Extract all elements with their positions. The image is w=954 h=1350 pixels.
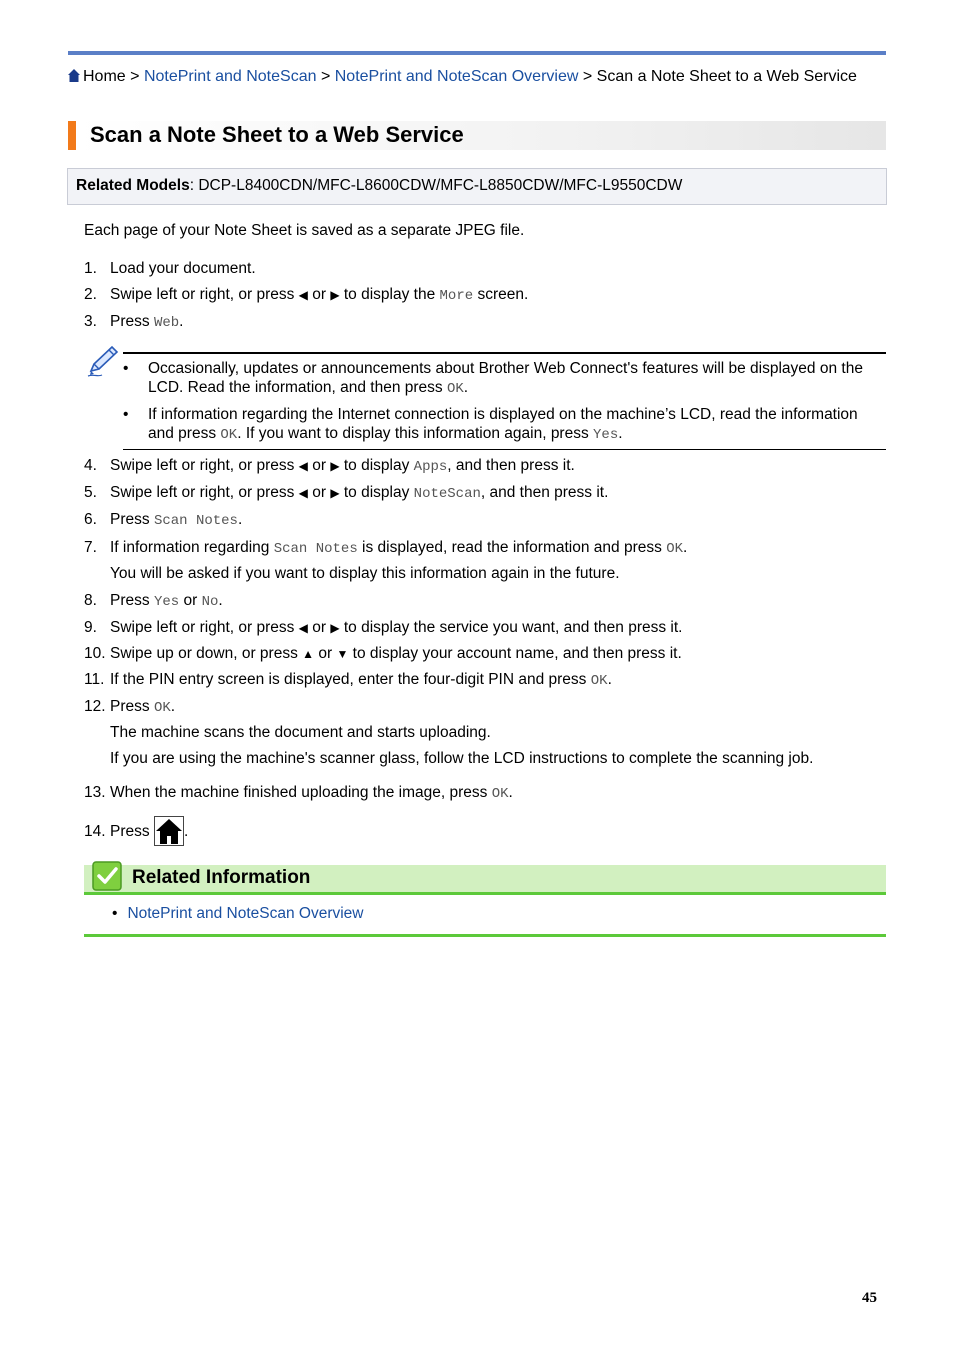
- intro-text: Each page of your Note Sheet is saved as a separate JPEG file.: [84, 222, 525, 239]
- note-bullet-1: • Occasionally, updates or announcements about Brother Web Connect's features will be displayed on the LCD. Read the information, and then press OK.: [123, 360, 863, 397]
- pencil-icon: [86, 344, 120, 378]
- top-rule: [68, 51, 886, 55]
- left-arrow-icon: ◀: [298, 288, 308, 302]
- checkmark-icon: [92, 861, 122, 891]
- related-information-bar: [84, 865, 886, 895]
- breadcrumb-separator: >: [130, 68, 140, 85]
- breadcrumb-current: Scan a Note Sheet to a Web Service: [596, 68, 857, 85]
- step-4: 4. Swipe left or right, or press ◀ or ▶ to display Apps, and then press it.: [84, 457, 575, 475]
- up-arrow-icon: ▲: [302, 647, 315, 661]
- breadcrumb-separator: >: [582, 68, 593, 85]
- breadcrumb-home[interactable]: Home: [83, 68, 126, 85]
- left-arrow-icon: ◀: [298, 621, 308, 635]
- step-10: 10. Swipe up or down, or press ▲ or ▼ to display your account name, and then press it.: [84, 645, 682, 662]
- down-arrow-icon: ▼: [336, 647, 349, 661]
- right-arrow-icon: ▶: [330, 459, 340, 473]
- home-button-icon: [154, 816, 184, 846]
- related-information-item: • NotePrint and NoteScan Overview: [112, 905, 364, 922]
- left-arrow-icon: ◀: [298, 486, 308, 500]
- step-7: 7. If information regarding Scan Notes is displayed, read the information and press OK.: [84, 539, 688, 557]
- page-title: Scan a Note Sheet to a Web Service: [90, 122, 464, 147]
- step-12: 12. Press OK.: [84, 698, 176, 716]
- related-information-heading: Related Information: [132, 867, 311, 888]
- note-bottom-rule: [123, 449, 886, 450]
- step-5: 5. Swipe left or right, or press ◀ or ▶ to display NoteScan, and then press it.: [84, 484, 609, 502]
- left-arrow-icon: ◀: [298, 459, 308, 473]
- breadcrumb: [68, 67, 886, 87]
- step-7-subtext: You will be asked if you want to display this information again in the future.: [110, 565, 620, 582]
- right-arrow-icon: ▶: [330, 621, 340, 635]
- related-models-value: : DCP-L8400CDN/MFC-L8600CDW/MFC-L8850CDW/MFC-L9550CDW: [189, 177, 683, 194]
- related-link-overview[interactable]: NotePrint and NoteScan Overview: [127, 905, 364, 922]
- breadcrumb-link-overview[interactable]: NotePrint and NoteScan Overview: [334, 68, 579, 85]
- related-models-label: Related Models: [76, 177, 190, 194]
- page-title-bar: [68, 121, 886, 150]
- note-bullet-2: • If information regarding the Internet connection is displayed on the machine’s LCD, read the information and press OK. If you want to display this information again, press Yes.: [123, 406, 858, 443]
- step-12-subtext-2: If you are using the machine's scanner glass, follow the LCD instructions to complete the scanning job.: [110, 750, 814, 767]
- related-models-box: [67, 168, 887, 205]
- note-box: [86, 344, 886, 451]
- breadcrumb-separator: >: [320, 68, 331, 85]
- breadcrumb-link-noteprint-notescan[interactable]: NotePrint and NoteScan: [143, 68, 317, 85]
- home-icon: [68, 69, 80, 82]
- step-9: 9. Swipe left or right, or press ◀ or ▶ to display the service you want, and then press it.: [84, 619, 683, 636]
- right-arrow-icon: ▶: [330, 486, 340, 500]
- step-2: 2. Swipe left or right, or press ◀ or ▶ to display the More screen.: [84, 286, 529, 304]
- note-top-rule: [123, 352, 886, 354]
- related-information-bottom-rule: [84, 934, 886, 937]
- step-11: 11. If the PIN entry screen is displayed, enter the four-digit PIN and press OK.: [84, 671, 612, 689]
- page-number: 45: [862, 1290, 877, 1306]
- step-3: 3. Press Web.: [84, 313, 184, 331]
- right-arrow-icon: ▶: [330, 288, 340, 302]
- step-12-subtext-1: The machine scans the document and starts uploading.: [110, 724, 491, 741]
- step-1: 1. Load your document.: [84, 260, 256, 277]
- step-14: 14. Press .: [84, 816, 188, 846]
- step-8: 8. Press Yes or No.: [84, 592, 223, 610]
- step-6: 6. Press Scan Notes.: [84, 511, 243, 529]
- step-13: 13. When the machine finished uploading the image, press OK.: [84, 784, 513, 802]
